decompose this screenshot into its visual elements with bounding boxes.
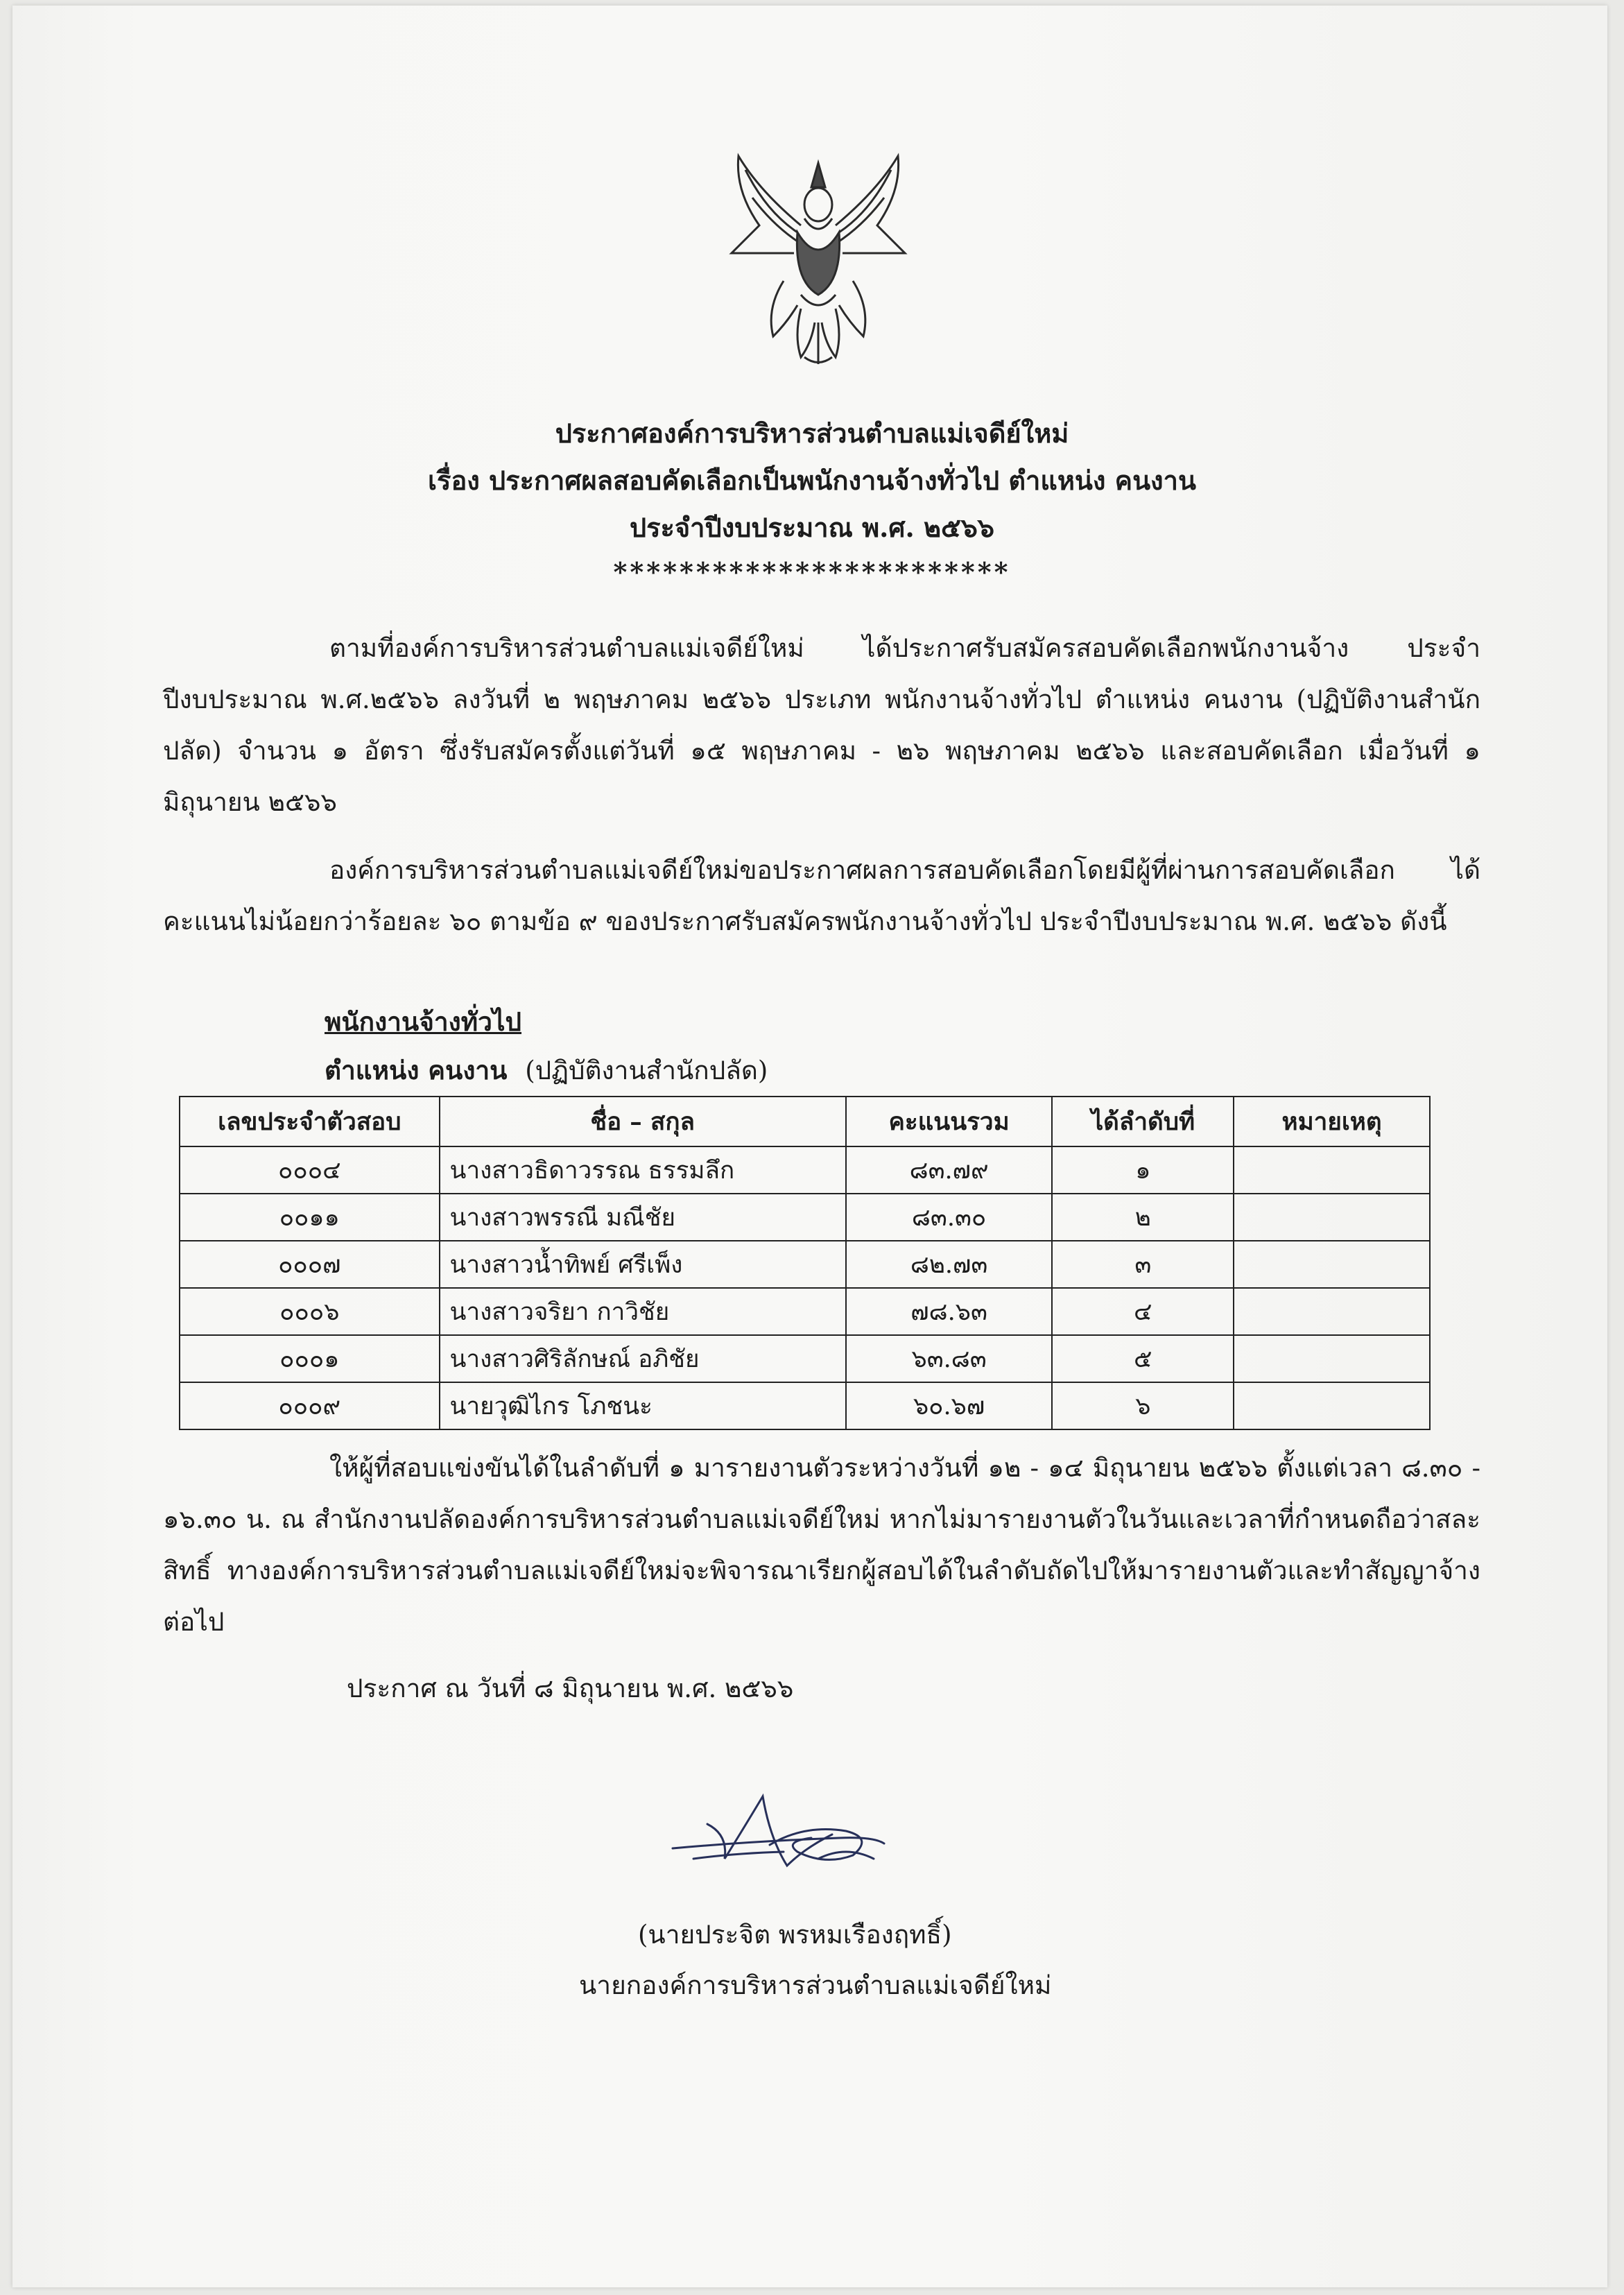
name-cell: นางสาวธิดาวรรณ ธรรมลึก (440, 1146, 846, 1194)
paragraph-3: ให้ผู้ที่สอบแข่งขันได้ในลำดับที่ ๑ มารายงานตัวระหว่างวันที่ ๑๒ - ๑๔ มิถุนายน ๒๕๖๖ ตั้งแต่เวลา ๘.๓๐ - ๑๖.๓๐ น. ณ สำนักงานปลัดองค์การบริหารส่วนตำบลแม่เจดีย์ใหม่ หากไม่มารายงานตัวในวันและเวลาที่กำหนดถือว่าสละสิทธิ์ ทางองค์การบริหารส่วนตำบลแม่เจดีย์ใหม่จะพิจารณาเรียกผู้สอบได้ในลำดับถัดไปให้มารายงานตัวและทำสัญญาจ้างต่อไป (163, 1453, 1480, 1637)
rank-cell: ๕ (1052, 1335, 1234, 1382)
header-note: หมายเหตุ (1234, 1097, 1430, 1146)
score-cell: ๘๓.๗๙ (846, 1146, 1053, 1194)
stars-divider: ************************ (613, 556, 1011, 587)
exam-id-cell: ๐๐๐๔ (180, 1146, 440, 1194)
note-cell (1234, 1146, 1430, 1194)
fiscal-year-line: ประจำปีงบประมาณ พ.ศ. ๒๕๖๖ (629, 512, 995, 543)
table-row (180, 1241, 1430, 1288)
note-cell (1234, 1335, 1430, 1382)
announce-date: ประกาศ ณ วันที่ ๘ มิถุนายน พ.ศ. ๒๕๖๖ (347, 1674, 794, 1703)
header-exam-id: เลขประจำตัวสอบ (180, 1097, 440, 1146)
position-line: ตำแหน่ง คนงาน (ปฏิบัติงานสำนักปลัด) (325, 1055, 768, 1085)
note-cell (1234, 1382, 1430, 1429)
announcement-subject: เรื่อง ประกาศผลสอบคัดเลือกเป็นพนักงานจ้างทั่วไป ตำแหน่ง คนงาน (428, 465, 1196, 496)
note-cell (1234, 1288, 1430, 1335)
rank-cell: ๖ (1052, 1382, 1234, 1429)
exam-id-cell: ๐๐๐๑ (180, 1335, 440, 1382)
score-cell: ๘๒.๗๓ (846, 1241, 1053, 1288)
exam-id-cell: ๐๐๑๑ (180, 1194, 440, 1241)
signatory-name: (นายประจิต พรหมเรืองฤทธิ์) (638, 1920, 952, 1950)
exam-id-cell: ๐๐๐๙ (180, 1382, 440, 1429)
exam-id-cell: ๐๐๐๗ (180, 1241, 440, 1288)
section-subtitle: พนักงานจ้างทั่วไป (325, 1006, 522, 1037)
header-rank: ได้ลำดับที่ (1052, 1097, 1234, 1146)
signature-icon (666, 1782, 895, 1886)
score-cell: ๖๐.๖๗ (846, 1382, 1053, 1429)
paragraph-1: ตามที่องค์การบริหารส่วนตำบลแม่เจดีย์ใหม่ ได้ประกาศรับสมัครสอบคัดเลือกพนักงานจ้าง ประจำปีงบประมาณ พ.ศ.๒๕๖๖ ลงวันที่ ๒ พฤษภาคม ๒๕๖๖ ประเภท พนักงานจ้างทั่วไป ตำแหน่ง คนงาน (ปฏิบัติงานสำนักปลัด) จำนวน ๑ อัตรา ซึ่งรับสมัครตั้งแต่วันที่ ๑๕ พฤษภาคม - ๒๖ พฤษภาคม ๒๕๖๖ และสอบคัดเลือก เมื่อวันที่ ๑ มิถุนายน ๒๕๖๖ (163, 633, 1480, 817)
paragraph-2: องค์การบริหารส่วนตำบลแม่เจดีย์ใหม่ขอประกาศผลการสอบคัดเลือกโดยมีผู้ที่ผ่านการสอบคัดเลือก ได้คะแนนไม่น้อยกว่าร้อยละ ๖๐ ตามข้อ ๙ ของประกาศรับสมัครพนักงานจ้างทั่วไป ประจำปีงบประมาณ พ.ศ. ๒๕๖๖ ดังนี้ (163, 855, 1480, 936)
rank-cell: ๒ (1052, 1194, 1234, 1241)
table-header-row (180, 1097, 1430, 1146)
name-cell: นางสาวน้ำทิพย์ ศรีเพ็ง (440, 1241, 846, 1288)
score-cell: ๘๓.๓๐ (846, 1194, 1053, 1241)
rank-cell: ๔ (1052, 1288, 1234, 1335)
name-cell: นางสาวศิริลักษณ์ อภิชัย (440, 1335, 846, 1382)
table-row (180, 1288, 1430, 1335)
rank-cell: ๑ (1052, 1146, 1234, 1194)
header-score: คะแนนรวม (846, 1097, 1053, 1146)
note-cell (1234, 1194, 1430, 1241)
signatory-title: นายกองค์การบริหารส่วนตำบลแม่เจดีย์ใหม่ (579, 1970, 1052, 2000)
table-row (180, 1335, 1430, 1382)
note-cell (1234, 1241, 1430, 1288)
name-cell: นายวุฒิไกร โภชนะ (440, 1382, 846, 1429)
table-row (180, 1194, 1430, 1241)
garuda-emblem-icon (718, 149, 919, 371)
table-row (180, 1146, 1430, 1194)
name-cell: นางสาวพรรณี มณีชัย (440, 1194, 846, 1241)
header-name: ชื่อ – สกุล (440, 1097, 846, 1146)
results-table (179, 1096, 1431, 1430)
exam-id-cell: ๐๐๐๖ (180, 1288, 440, 1335)
table-row (180, 1382, 1430, 1429)
rank-cell: ๓ (1052, 1241, 1234, 1288)
score-cell: ๖๓.๘๓ (846, 1335, 1053, 1382)
name-cell: นางสาวจริยา กาวิชัย (440, 1288, 846, 1335)
announcement-title: ประกาศองค์การบริหารส่วนตำบลแม่เจดีย์ใหม่ (555, 418, 1069, 449)
score-cell: ๗๘.๖๓ (846, 1288, 1053, 1335)
